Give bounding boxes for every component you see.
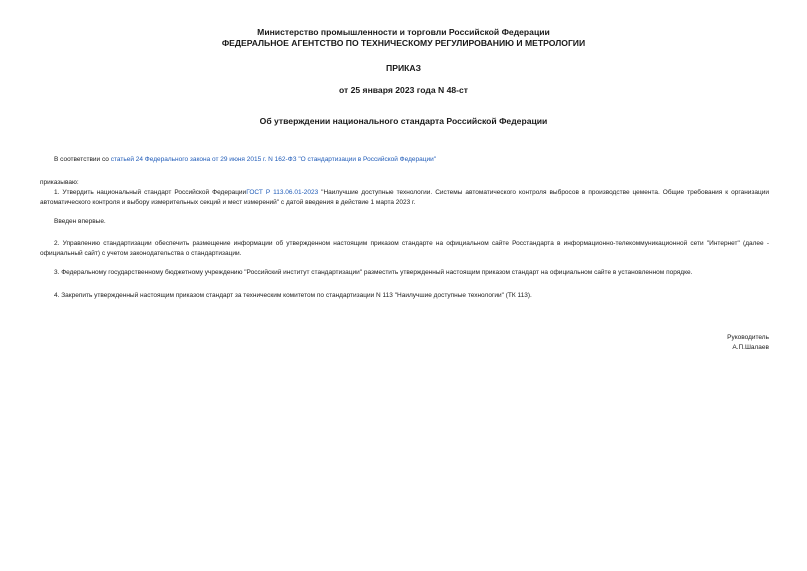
- ministry-title: Министерство промышленности и торговли Российской Федерации: [257, 27, 550, 37]
- intro-prefix: В соответствии со: [54, 156, 111, 163]
- doc-subject: Об утверждении национального стандарта Российской Федерации: [259, 116, 548, 126]
- item-1-paragraph: [40, 188, 769, 208]
- federal-law-link[interactable]: статьей 24 Федерального закона от 29 июня 2015 г. N 162-ФЗ "О стандартизации в Российской Федерации": [110, 156, 437, 163]
- order-word: приказываю:: [40, 179, 79, 186]
- signature-title: Руководитель: [727, 334, 769, 341]
- item-4-paragraph: 4. Закрепить утвержденный настоящим приказом стандарт за техническим комитетом по стандартизации N 113 "Наилучшие доступные технологии" (ТК 113).: [54, 292, 532, 299]
- item-2-paragraph: 2. Управлению стандартизации обеспечить размещение информации об утвержденном настоящим приказом стандарте на официальном сайте Росстандарта в информационно-телекоммуникационной сети "Интернет" (далее - официальный сайт) с учетом законодательства о стандартизации.: [40, 240, 769, 258]
- agency-title: ФЕДЕРАЛЬНОЕ АГЕНТСТВО ПО ТЕХНИЧЕСКОМУ РЕГУЛИРОВАНИЮ И МЕТРОЛОГИИ: [221, 38, 586, 48]
- doc-type: ПРИКАЗ: [386, 63, 421, 73]
- signature-name: А.П.Шалаев: [732, 344, 769, 351]
- gost-link[interactable]: ГОСТ Р 113.06.01-2023: [246, 189, 319, 196]
- introduced-note: Введен впервые.: [54, 218, 106, 225]
- item-1-suffix: "Наилучшие доступные технологии. Системы автоматического контроля выбросов в производстве цемента. Общие требования к организации автоматического контроля и выбору измерительных секций и мест измерений" с датой введения в действие 1 марта 2023 г.: [40, 189, 769, 207]
- item-3-paragraph: 3. Федеральному государственному бюджетному учреждению "Российский институт стандартизации" разместить утвержденный настоящим приказом стандарт на официальном сайте в установленном порядке.: [54, 269, 693, 276]
- intro-paragraph: [40, 155, 769, 165]
- doc-date-number: от 25 января 2023 года N 48-ст: [338, 85, 468, 95]
- item-1-prefix: 1. Утвердить национальный стандарт Российской Федерации: [54, 189, 247, 196]
